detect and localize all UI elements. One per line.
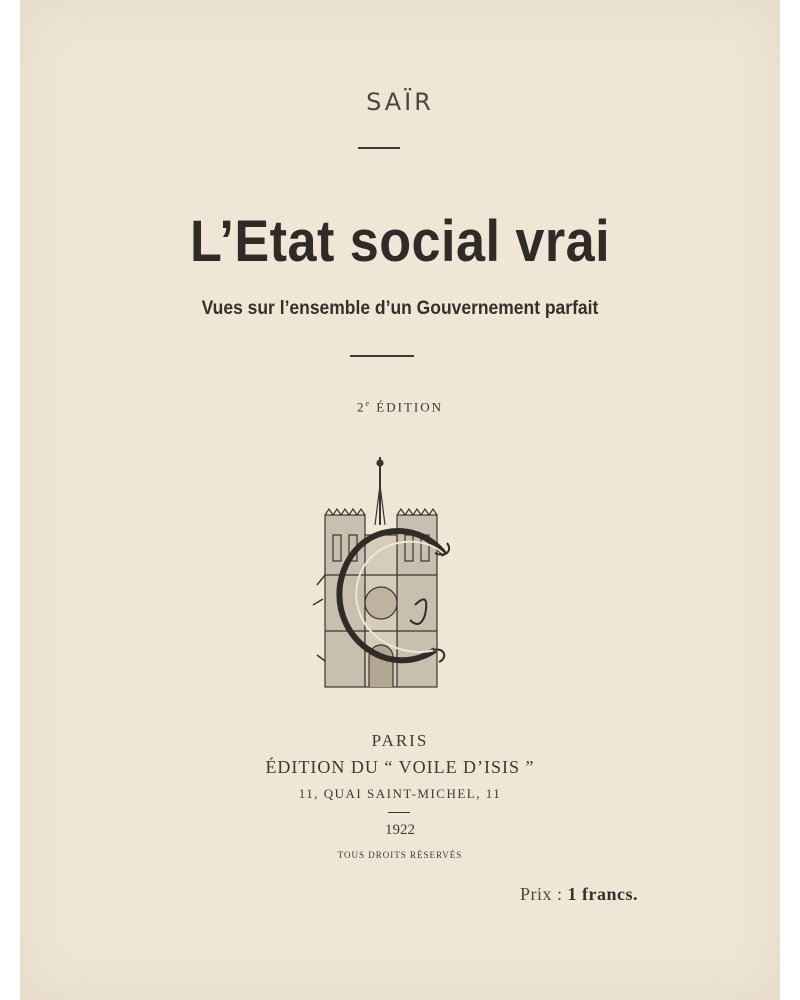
publication-year: 1922	[385, 822, 415, 838]
book-title: L’Etat social vrai	[189, 209, 611, 274]
publisher-name: ÉDITION DU “ VOILE D’ISIS ”	[265, 757, 535, 777]
author-name: SAÏR	[366, 88, 434, 116]
edition-label: ÉDITION	[376, 399, 444, 415]
edition-number: 2	[356, 399, 366, 415]
subtitle-divider	[350, 355, 414, 357]
price-label: Prix :	[519, 884, 563, 904]
cathedral-monogram-emblem	[295, 455, 465, 690]
book-subtitle: Vues sur l’ensemble d’un Gouvernement parfait	[201, 298, 599, 319]
rights-notice: TOUS DROITS RÉSERVÉS	[337, 850, 463, 860]
price-line	[520, 884, 638, 905]
publisher-city: PARIS	[371, 731, 429, 750]
title-page	[20, 0, 780, 1000]
edition-line	[20, 399, 780, 415]
publisher-address: 11, QUAI SAINT-MICHEL, 11	[298, 786, 502, 801]
price-amount: 1 francs.	[567, 884, 638, 904]
edition-suffix: e	[365, 399, 372, 408]
author-divider	[358, 147, 400, 149]
year-divider	[388, 812, 410, 813]
